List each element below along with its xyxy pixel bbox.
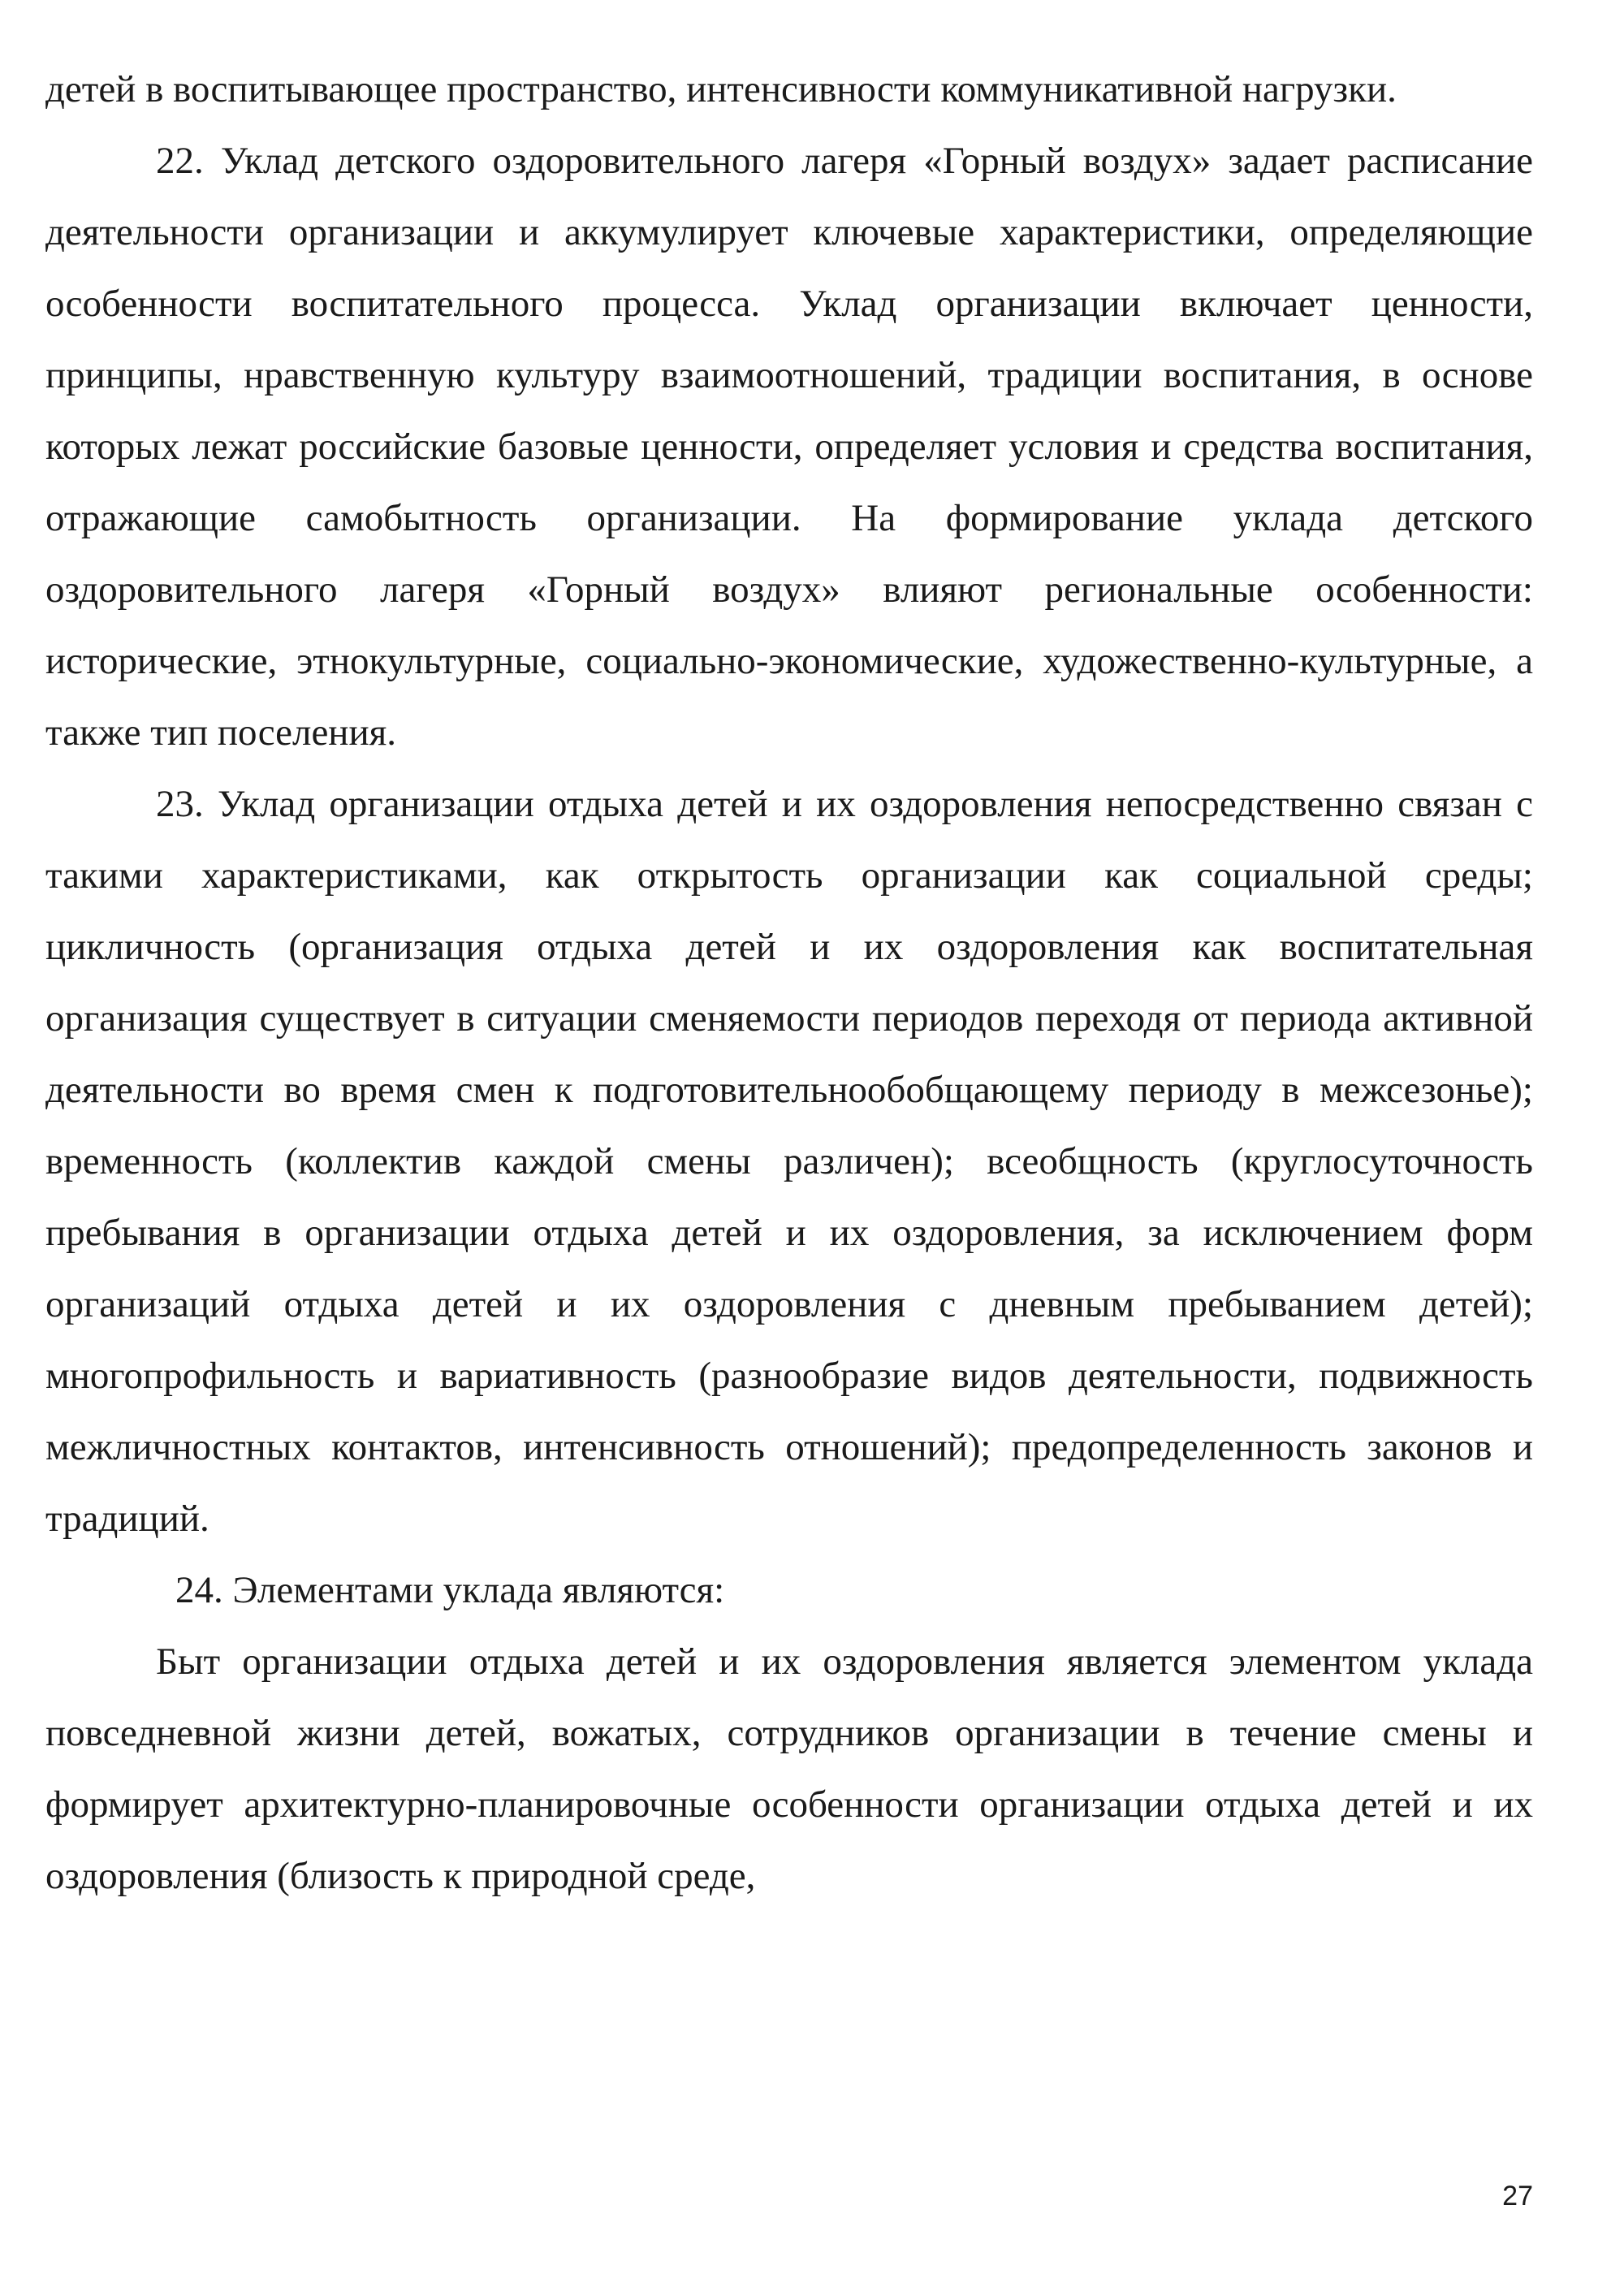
paragraph-22: 22. Уклад детского оздоровительного лагеря «Горный воздух» задает расписание деятельности организации и аккумулирует ключевые характеристики, определяющие особенности воспитательного процесса. Уклад организации включает ценности, принципы, нравственную культуру взаимоотношений, традиции воспитания, в основе которых лежат российские базовые ценности, определяет условия и средства воспитания, отражающие самобытность организации. На формирование уклада детского оздоровительного лагеря «Горный воздух» влияют региональные особенности: исторические, этнокультурные, социально-экономические, художественно-культурные, а также тип поселения. xyxy=(45,140,1533,754)
paragraph-byt: Быт организации отдыха детей и их оздоровления является элементом уклада повседневной жизни детей, вожатых, сотрудников организации в течение смены и формирует архитектурно-планировочные особенности организации отдыха детей и их оздоровления (близость к природной среде, xyxy=(45,1640,1533,1897)
body-text xyxy=(45,54,1533,1912)
paragraph-24: 24. Элементами уклада являются: xyxy=(175,1569,725,1611)
paragraph-23: 23. Уклад организации отдыха детей и их оздоровления непосредственно связан с такими характеристиками, как открытость организации как социальной среды; цикличность (организация отдыха детей и их оздоровления как воспитательная организация существует в ситуации сменяемости периодов переходя от периода активной деятельности во время смен к подготовительнообобщающему периоду в межсезонье); временность (коллектив каждой смены различен); всеобщность (круглосуточность пребывания в организации отдыха детей и их оздоровления, за исключением форм организаций отдыха детей и их оздоровления с дневным пребыванием детей); многопрофильность и вариативность (разнообразие видов деятельности, подвижность межличностных контактов, интенсивность отношений); предопределенность законов и традиций. xyxy=(45,783,1533,1540)
paragraph-continuation: детей в воспитывающее пространство, интенсивности коммуникативной нагрузки. xyxy=(45,68,1397,110)
page-number: 27 xyxy=(1502,2181,1533,2211)
